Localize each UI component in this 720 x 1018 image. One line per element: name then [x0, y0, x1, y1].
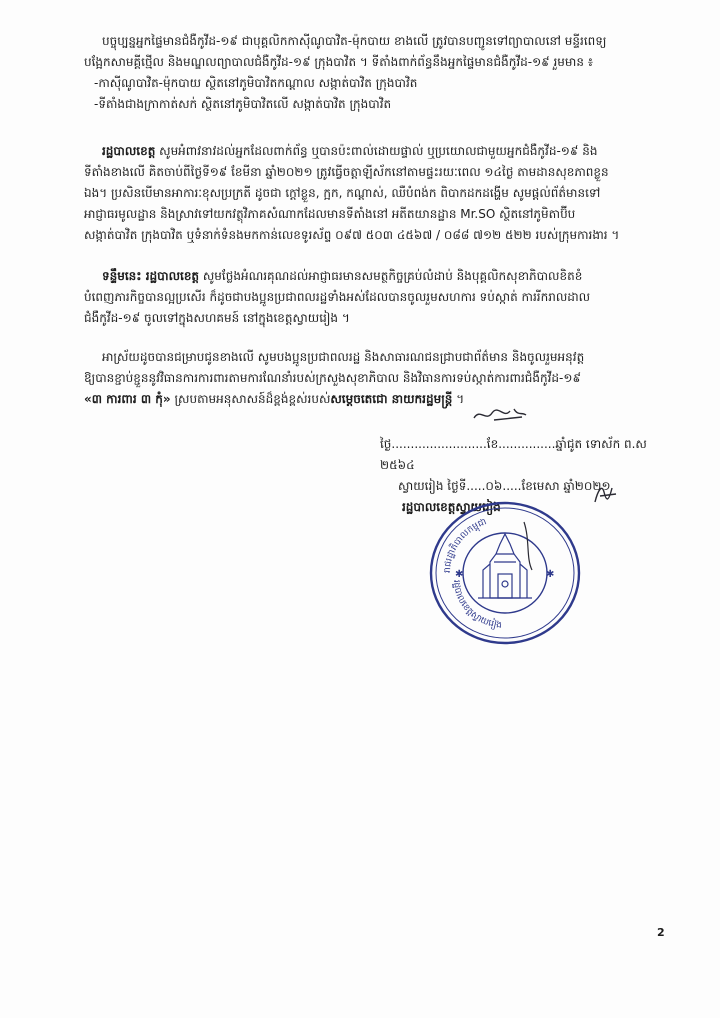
text-line: ជំងឺកូវីដ-១៩ ចូលទៅក្នុងសហគមន៍ នៅក្នុងខេត្តស្វាយរៀង ។	[84, 311, 350, 325]
paragraph-thanks	[84, 266, 676, 329]
text-line: ឱ្យបានខ្ជាប់ខ្ជួននូវវិធានការការពារតាមការណែនាំរបស់ក្រសួងសុខាភិបាល និងវិធានការទប់ស្កាត់ការពារជំងឺកូវីដ-១៩	[84, 371, 581, 385]
text-span: សូមថ្លែងអំណរគុណដល់អាជ្ញាធរមានសមត្ថកិច្ចគ្រប់លំដាប់ និងបុគ្គលិកសុខាភិបាលខិតខំ	[199, 269, 583, 283]
text-line: ទីតាំងខាងលើ គិតចាប់ពីថ្ងៃទី១៩ ខែមីនា ឆ្នាំ២០២១ ត្រូវធ្វើចត្តាឡីស័កនៅតាមផ្ទះរយៈពេល ១៤ថ្ងៃ តាមដានសុខភាពខ្លួន	[84, 165, 609, 179]
page-number: 2	[657, 926, 665, 939]
text-line: អាស្រ័យដូចបានជម្រាបជូនខាងលើ សូមបងប្អូនប្រជាពលរដ្ឋ និងសាធារណជនជ្រាបជាព័ត៌មាន និងចូលរួមអនុវត្ត	[102, 350, 585, 364]
text-line	[84, 266, 676, 287]
bold-lead: ទន្ទឹមនេះ រដ្ឋបាលខេត្ត	[102, 269, 200, 283]
signer-title: រដ្ឋបាលខេត្តស្វាយរៀង	[402, 500, 501, 514]
text-line: បច្ចុប្បន្នអ្នកផ្ទៃមានជំងឺកូវីដ-១៩ ជាបុគ្គលិកកាស៊ីណូបាវិត-ម៉ុកបាយ ខាងលើ ត្រូវបានបញ្ជូនទៅព្យាបាលនៅ មន្ទីរពេទ្យ	[102, 34, 607, 48]
svg-text:✱: ✱	[455, 569, 464, 580]
text-line	[84, 389, 676, 410]
paragraph-appeal	[84, 141, 676, 246]
bold-title: សម្តេចតេជោ នាយករដ្ឋមន្ត្រី	[330, 392, 453, 406]
signature	[592, 482, 618, 506]
official-seal	[428, 500, 582, 646]
paragraph-conclusion	[84, 347, 676, 410]
initials-scribble	[470, 406, 530, 424]
angkor-emblem	[478, 534, 532, 598]
text-line: បង្អែកសាមគ្គីថ្មើល និងមណ្ឌលព្យាបាលជំងឺកូវីដ-១៩ ក្រុងបាវិត ។ ទីតាំងពាក់ព័ន្ធនឹងអ្នកផ្ទៃមានជំងឺកូវីដ-១៩ រួមមាន ៖	[84, 55, 594, 69]
bold-lead: រដ្ឋបាលខេត្ត	[102, 144, 156, 158]
location-item: -ទីតាំងជាងក្រាកាត់សក់ ស្ថិតនៅភូមិបាវិតលើ សង្កាត់បាវិត ក្រុងបាវិត	[94, 97, 392, 111]
svg-text:✱: ✱	[546, 569, 555, 580]
text-span: ។	[452, 392, 465, 406]
text-line	[84, 141, 676, 162]
text-span: សូមអំពាវនាវដល់អ្នកដែលពាក់ព័ន្ធ ឬបានប៉ះពាល់ដោយផ្ទាល់ ឬប្រយោលជាមួយអ្នកជំងឺកូវីដ-១៩ និង	[155, 144, 598, 158]
text-span: ស្របតាមអនុសាសន៍ដ៏ខ្ពង់ខ្ពស់របស់	[170, 392, 331, 406]
seal-top-text: រាជរដ្ឋាភិបាលកម្ពុជា	[442, 517, 489, 574]
location-item: -កាស៊ីណូបាវិត-ម៉ុកបាយ ស្ថិតនៅភូមិបាវិតកណ្តាល សង្កាត់បាវិត ក្រុងបាវិត	[94, 76, 418, 90]
text-line: សង្កាត់បាវិត ក្រុងបាវិត ឬទំនាក់ទំនងមកកាន់លេខទូរស័ព្ទ ០៩៧ ៥០៣ ៤៥៦៧ / ០៨៨ ៧១២ ៥២២ របស់ក្រុមការងារ ។	[84, 228, 620, 242]
lunar-date: ថ្ងៃ.........................ខែ...............ឆ្នាំជូត ទោស័ក ព.ស ២៥៦៤	[380, 437, 647, 472]
text-line: អាជ្ញាធរមូលដ្ឋាន និងស្រាវទៅយកវត្ថុវិភាគសំណាកដែលមានទីតាំងនៅ អតីតយានដ្ឋាន Mr.SO ស្ថិតនៅភូមិតាប៊ីប	[84, 207, 576, 221]
seal-bottom-text: រដ្ឋបាលខេត្តស្វាយរៀង	[450, 579, 503, 631]
solar-date: ស្វាយរៀង ថ្ងៃទី.....០៦.....ខែមេសា ឆ្នាំ២០២១	[398, 479, 611, 493]
text-line: ឯង។ ប្រសិនបើមានអាការៈខុសប្រក្រតី ដូចជា ក្តៅខ្លួន, ក្អក, កណ្តាស់, ឈឺបំពង់ក ពិបាកដកដង្ហើម សូមផ្តល់ព័ត៌មានទៅ	[84, 186, 601, 200]
text-line: បំពេញភារកិច្ចបានល្អប្រសើរ ក៏ដូចជាបងប្អូនប្រជាពលរដ្ឋទាំងអស់ដែលបានចូលរួមសហការ ទប់ស្កាត់ ការរីករាលដាល	[84, 290, 591, 304]
bold-slogan: «៣ ការពារ ៣ កុំ»	[84, 392, 171, 406]
paragraph-case-details	[84, 31, 676, 115]
